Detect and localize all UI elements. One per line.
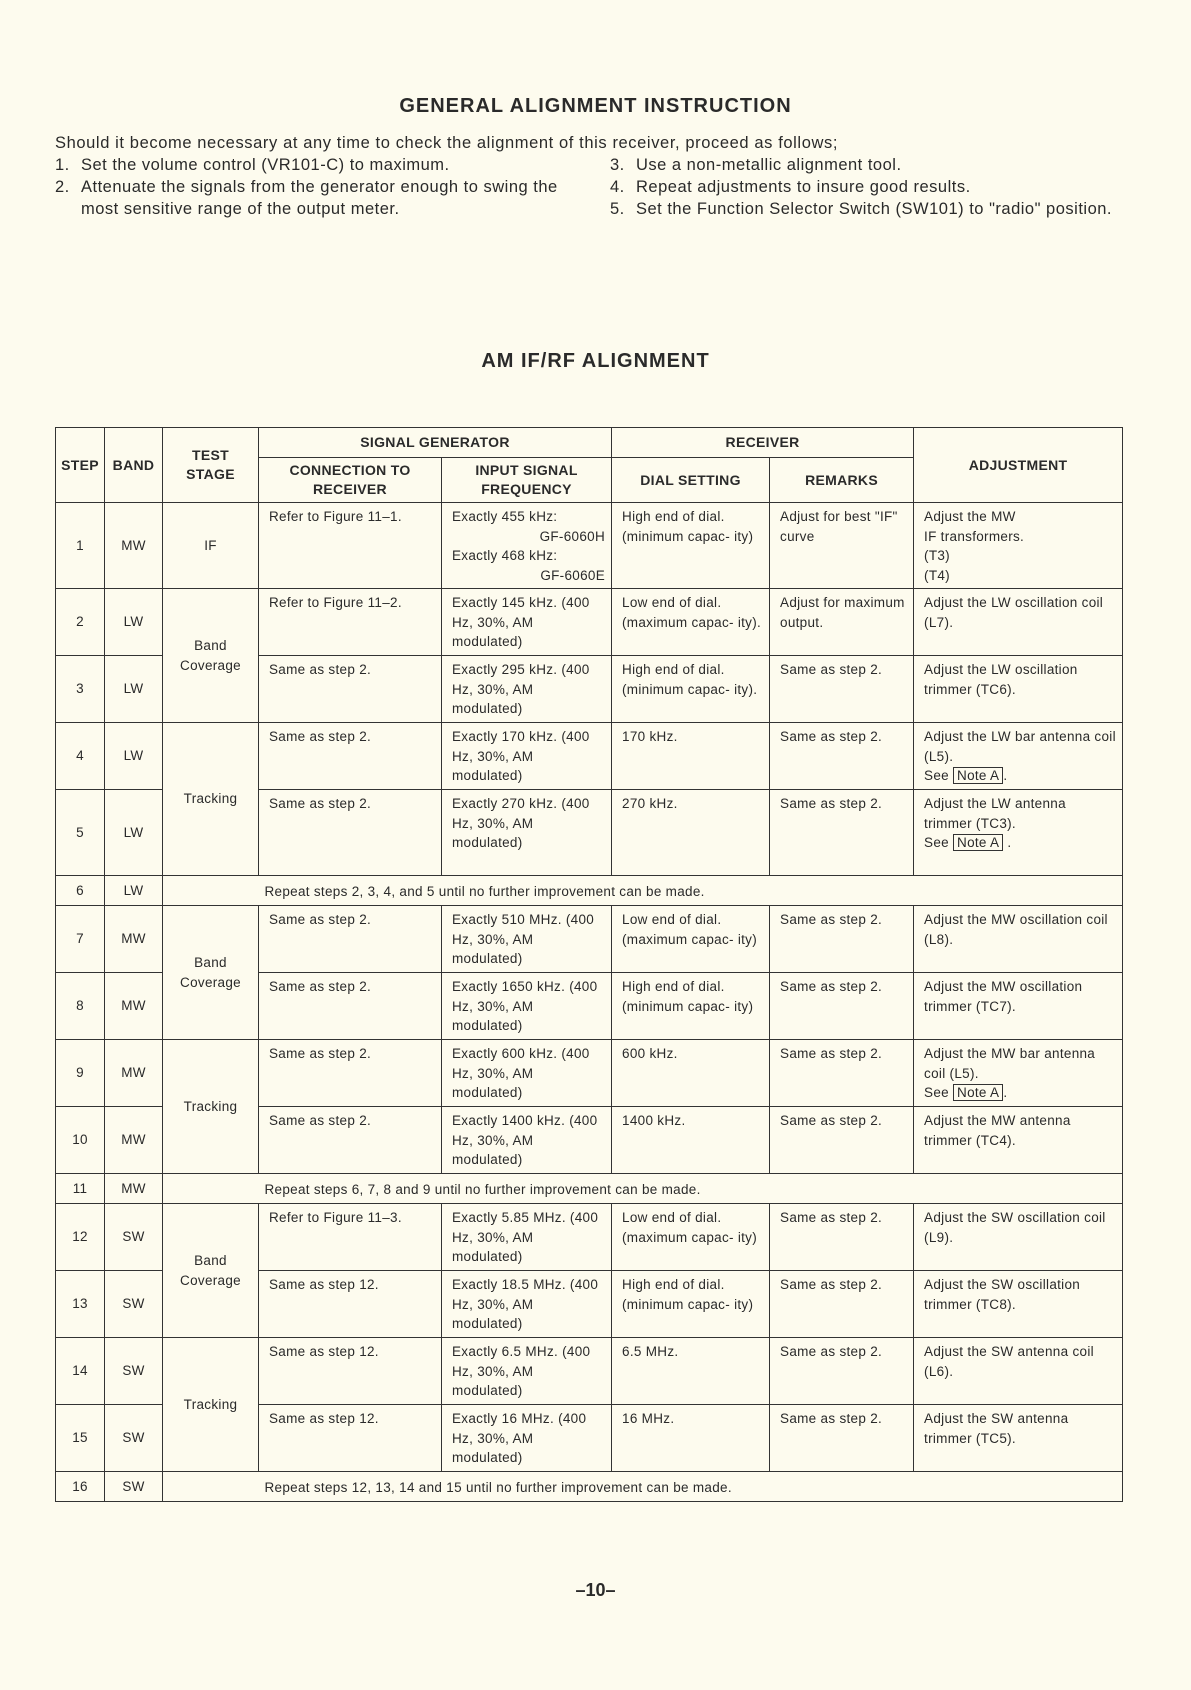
header-receiver: RECEIVER [612,428,914,458]
input-cell: Exactly 295 kHz. (400 Hz, 30%, AM modulated) [442,656,612,723]
adjustment-cell: Adjust the MW oscillation trimmer (TC7). [914,973,1123,1040]
header-signal-generator: SIGNAL GENERATOR [259,428,612,458]
note-a-box: Note A [953,1084,1003,1101]
connection-cell: Same as step 12. [259,1338,442,1405]
stage-cell: Band Coverage [163,1204,259,1338]
band-cell: SW [105,1472,163,1502]
adjustment-line: IF transformers. [924,528,1025,544]
remarks-cell: Same as step 2. [770,973,914,1040]
connection-cell: Same as step 2. [259,1040,442,1107]
header-input-signal: INPUT SIGNAL FREQUENCY [442,458,612,503]
header-remarks: REMARKS [770,458,914,503]
dial-cell: Low end of dial. (maximum capac- ity). [612,589,770,656]
band-cell: SW [105,1271,163,1338]
step-cell: 8 [56,973,105,1040]
connection-cell: Same as step 2. [259,790,442,876]
dial-cell: High end of dial. (minimum capac- ity) [612,973,770,1040]
remarks-cell: Same as step 2. [770,1271,914,1338]
step-cell: 12 [56,1204,105,1271]
step-cell: 16 [56,1472,105,1502]
see-label: See [924,835,949,850]
dial-cell: 16 MHz. [612,1405,770,1472]
header-connection: CONNECTION TO RECEIVER [259,458,442,503]
connection-cell: Same as step 2. [259,723,442,790]
remarks-cell: Same as step 2. [770,1338,914,1405]
remarks-cell: Adjust for best "IF" curve [770,503,914,589]
dial-cell: 1400 kHz. [612,1107,770,1174]
stage-cell: Tracking [163,1338,259,1472]
band-cell: SW [105,1204,163,1271]
instruction-text: Set the Function Selector Switch (SW101) to "radio" position. [636,200,1113,218]
dial-cell: High end of dial. (minimum capac- ity) [612,503,770,589]
adjustment-cell [914,723,1123,790]
step-cell: 11 [56,1174,105,1204]
instruction-text: Attenuate the signals from the generator enough to swing the most sensitive range of the output meter. [81,178,558,218]
connection-cell: Refer to Figure 11–3. [259,1204,442,1271]
dial-cell: 170 kHz. [612,723,770,790]
instruction-number: 4. [610,178,625,196]
adjustment-line: (T4) [924,567,950,583]
adjustment-text: Adjust the LW bar antenna coil (L5). [924,729,1116,764]
instruction-number: 1. [55,156,70,174]
instruction-text: Use a non-metallic alignment tool. [636,156,902,174]
input-cell [442,503,612,589]
step-cell: 14 [56,1338,105,1405]
adjustment-cell: Adjust the LW oscillation coil (L7). [914,589,1123,656]
table-row [56,723,1123,790]
see-note: See Note A . [924,768,1008,783]
see-note: See Note A . [924,1085,1008,1100]
page-number: –10– [575,1580,616,1600]
instruction-column-right [610,154,1130,220]
adjustment-text: Adjust the MW bar antenna coil (L5). [924,1046,1096,1081]
table-row [56,906,1123,973]
connection-cell: Same as step 2. [259,906,442,973]
see-label: See [924,1085,949,1100]
input-cell: Exactly 170 kHz. (400 Hz, 30%, AM modulated) [442,723,612,790]
am-alignment-title: AM IF/RF ALIGNMENT [481,350,710,372]
see-label: See [924,768,949,783]
adjustment-line: Adjust the MW [924,509,1016,524]
dial-cell: High end of dial. (minimum capac- ity). [612,656,770,723]
input-cell: Exactly 145 kHz. (400 Hz, 30%, AM modulated) [442,589,612,656]
adjustment-text: Adjust the LW antenna trimmer (TC3). [924,796,1066,831]
band-cell: LW [105,876,163,906]
see-note: See Note A . [924,835,1012,850]
stage-cell: Band Coverage [163,589,259,723]
table-row [56,503,1123,589]
header-step: STEP [56,428,105,503]
step-cell: 6 [56,876,105,906]
instruction-number: 2. [55,178,70,196]
input-line: GF-6060E [540,567,606,583]
table-row [56,1338,1123,1405]
band-cell: MW [105,906,163,973]
adjustment-cell [914,790,1123,876]
adjustment-cell: Adjust the SW oscillation trimmer (TC8). [914,1271,1123,1338]
instruction-column-left [55,154,585,220]
step-cell: 7 [56,906,105,973]
adjustment-cell [914,503,1123,589]
header-test-stage: TEST STAGE [163,428,259,503]
input-line: Exactly 468 kHz: [452,548,558,563]
band-cell: LW [105,656,163,723]
connection-cell: Same as step 2. [259,973,442,1040]
input-cell: Exactly 270 kHz. (400 Hz, 30%, AM modulated) [442,790,612,876]
stage-cell: Tracking [163,1040,259,1174]
step-cell: 2 [56,589,105,656]
remarks-cell: Same as step 2. [770,1107,914,1174]
dial-cell: 270 kHz. [612,790,770,876]
remarks-cell: Same as step 2. [770,656,914,723]
header-band: BAND [105,428,163,503]
stage-cell: IF [163,503,259,589]
instruction-item [610,176,1130,198]
table-row [56,1472,1123,1502]
input-cell: Exactly 1400 kHz. (400 Hz, 30%, AM modulated) [442,1107,612,1174]
instruction-item [610,154,1130,176]
band-cell: LW [105,723,163,790]
step-cell: 10 [56,1107,105,1174]
connection-cell: Refer to Figure 11–1. [259,503,442,589]
table-row [56,1174,1123,1204]
input-cell: Exactly 16 MHz. (400 Hz, 30%, AM modulated) [442,1405,612,1472]
instruction-item [55,154,585,176]
band-cell: SW [105,1338,163,1405]
step-cell: 1 [56,503,105,589]
repeat-cell: Repeat steps 6, 7, 8 and 9 until no further improvement can be made. [259,1174,1123,1204]
stage-cell: Tracking [163,723,259,876]
input-cell: Exactly 510 MHz. (400 Hz, 30%, AM modulated) [442,906,612,973]
adjustment-cell: Adjust the SW antenna coil (L6). [914,1338,1123,1405]
band-cell: MW [105,1040,163,1107]
general-title: GENERAL ALIGNMENT INSTRUCTION [399,95,792,117]
header-adjustment: ADJUSTMENT [914,428,1123,503]
dial-cell: Low end of dial. (maximum capac- ity) [612,1204,770,1271]
dial-cell: Low end of dial. (maximum capac- ity) [612,906,770,973]
adjustment-line: (T3) [924,548,950,563]
adjustment-cell: Adjust the MW oscillation coil (L8). [914,906,1123,973]
remarks-cell: Adjust for maximum output. [770,589,914,656]
input-cell: Exactly 5.85 MHz. (400 Hz, 30%, AM modulated) [442,1204,612,1271]
band-cell: MW [105,1107,163,1174]
step-cell: 13 [56,1271,105,1338]
input-cell: Exactly 18.5 MHz. (400 Hz, 30%, AM modulated) [442,1271,612,1338]
instruction-number: 3. [610,156,625,174]
table-row [56,1204,1123,1271]
input-cell: Exactly 6.5 MHz. (400 Hz, 30%, AM modulated) [442,1338,612,1405]
band-cell: MW [105,503,163,589]
adjustment-cell [914,1040,1123,1107]
dial-cell: 6.5 MHz. [612,1338,770,1405]
instruction-item [610,198,1130,220]
dial-cell: 600 kHz. [612,1040,770,1107]
band-cell: SW [105,1405,163,1472]
note-a-box: Note A [953,834,1003,851]
remarks-cell: Same as step 2. [770,1204,914,1271]
repeat-cell: Repeat steps 12, 13, 14 and 15 until no further improvement can be made. [259,1472,1123,1502]
instruction-text: Repeat adjustments to insure good results. [636,178,971,196]
note-a-box: Note A [953,767,1003,784]
remarks-cell: Same as step 2. [770,906,914,973]
adjustment-cell: Adjust the SW oscillation coil (L9). [914,1204,1123,1271]
step-cell: 4 [56,723,105,790]
remarks-cell: Same as step 2. [770,790,914,876]
connection-cell: Same as step 2. [259,1107,442,1174]
connection-cell: Same as step 12. [259,1271,442,1338]
connection-cell: Refer to Figure 11–2. [259,589,442,656]
connection-cell: Same as step 2. [259,656,442,723]
band-cell: LW [105,790,163,876]
remarks-cell: Same as step 2. [770,723,914,790]
remarks-cell: Same as step 2. [770,1040,914,1107]
remarks-cell: Same as step 2. [770,1405,914,1472]
table-row [56,876,1123,906]
table-row [56,589,1123,656]
band-cell: LW [105,589,163,656]
step-cell: 3 [56,656,105,723]
step-cell: 15 [56,1405,105,1472]
input-cell: Exactly 1650 kHz. (400 Hz, 30%, AM modulated) [442,973,612,1040]
instruction-item [55,176,585,220]
step-cell: 5 [56,790,105,876]
adjustment-cell: Adjust the MW antenna trimmer (TC4). [914,1107,1123,1174]
dial-cell: High end of dial. (minimum capac- ity) [612,1271,770,1338]
stage-cell: Band Coverage [163,906,259,1040]
band-cell: MW [105,1174,163,1204]
adjustment-cell: Adjust the LW oscillation trimmer (TC6). [914,656,1123,723]
repeat-cell: Repeat steps 2, 3, 4, and 5 until no further improvement can be made. [259,876,1123,906]
step-cell: 9 [56,1040,105,1107]
header-dial-setting: DIAL SETTING [612,458,770,503]
instruction-number: 5. [610,200,625,218]
instruction-text: Set the volume control (VR101-C) to maximum. [81,156,450,174]
connection-cell: Same as step 12. [259,1405,442,1472]
input-line: Exactly 455 kHz: [452,509,558,524]
input-cell: Exactly 600 kHz. (400 Hz, 30%, AM modulated) [442,1040,612,1107]
input-line: GF-6060H [539,528,606,544]
adjustment-cell: Adjust the SW antenna trimmer (TC5). [914,1405,1123,1472]
table-row [56,1040,1123,1107]
band-cell: MW [105,973,163,1040]
alignment-table [55,427,1123,1502]
general-intro: Should it become necessary at any time to check the alignment of this receiver, proceed as follows; [55,134,839,152]
